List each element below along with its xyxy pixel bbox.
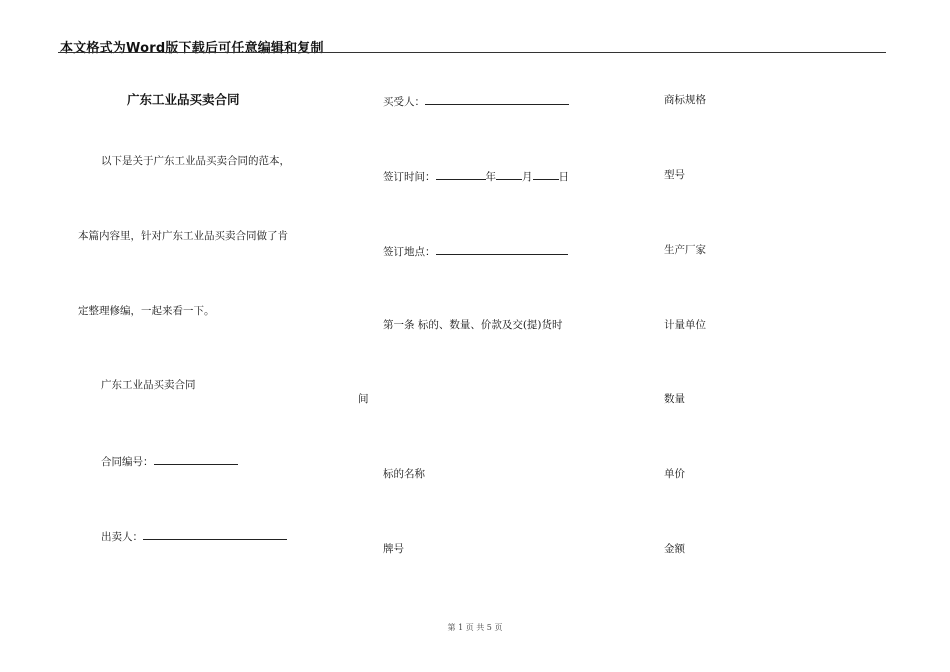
article-1-continuation: 间 — [358, 393, 369, 405]
subject-name-label: 标的名称 — [383, 468, 425, 480]
contract-subtitle: 广东工业品买卖合同 — [101, 379, 196, 391]
brand-label: 牌号 — [383, 543, 404, 555]
month-blank — [496, 168, 522, 180]
item-quantity: 数量 — [664, 393, 685, 405]
item-unit: 计量单位 — [664, 319, 706, 331]
sign-time-line — [383, 168, 569, 184]
buyer-label: 买受人： — [383, 96, 425, 108]
item-trademark-spec: 商标规格 — [664, 94, 706, 106]
document-header: 本文格式为Word版下载后可任意编辑和复制 — [60, 41, 324, 56]
item-manufacturer: 生产厂家 — [664, 244, 706, 256]
sign-place-line — [383, 243, 568, 259]
sign-place-blank — [436, 243, 568, 255]
page-number: 第 1 页 共 5 页 — [447, 623, 503, 632]
intro-line-3: 定整理修编，一起来看一下。 — [78, 305, 215, 317]
item-model: 型号 — [664, 169, 685, 181]
year-label: 年 — [485, 171, 496, 183]
seller-blank — [143, 528, 287, 540]
intro-line-1: 以下是关于广东工业品买卖合同的范本， — [101, 155, 290, 167]
document-title: 广东工业品买卖合同 — [127, 92, 240, 107]
month-label: 月 — [522, 171, 533, 183]
contract-number-blank — [154, 453, 238, 465]
sign-time-label: 签订时间： — [383, 171, 436, 183]
article-1-heading: 第一条 标的、数量、价款及交(提)货时 — [383, 319, 563, 331]
buyer-line — [383, 93, 569, 109]
seller-label: 出卖人： — [101, 531, 143, 543]
item-unit-price: 单价 — [664, 468, 685, 480]
header-divider — [58, 52, 886, 53]
day-blank — [533, 168, 559, 180]
day-label: 日 — [558, 171, 569, 183]
buyer-blank — [425, 93, 569, 105]
sign-place-label: 签订地点： — [383, 246, 436, 258]
contract-number-label: 合同编号： — [101, 456, 154, 468]
contract-number-line — [101, 453, 238, 469]
intro-line-2: 本篇内容里，针对广东工业品买卖合同做了肯 — [78, 230, 288, 242]
item-amount: 金额 — [664, 543, 685, 555]
seller-line — [101, 528, 287, 544]
year-blank — [436, 168, 486, 180]
